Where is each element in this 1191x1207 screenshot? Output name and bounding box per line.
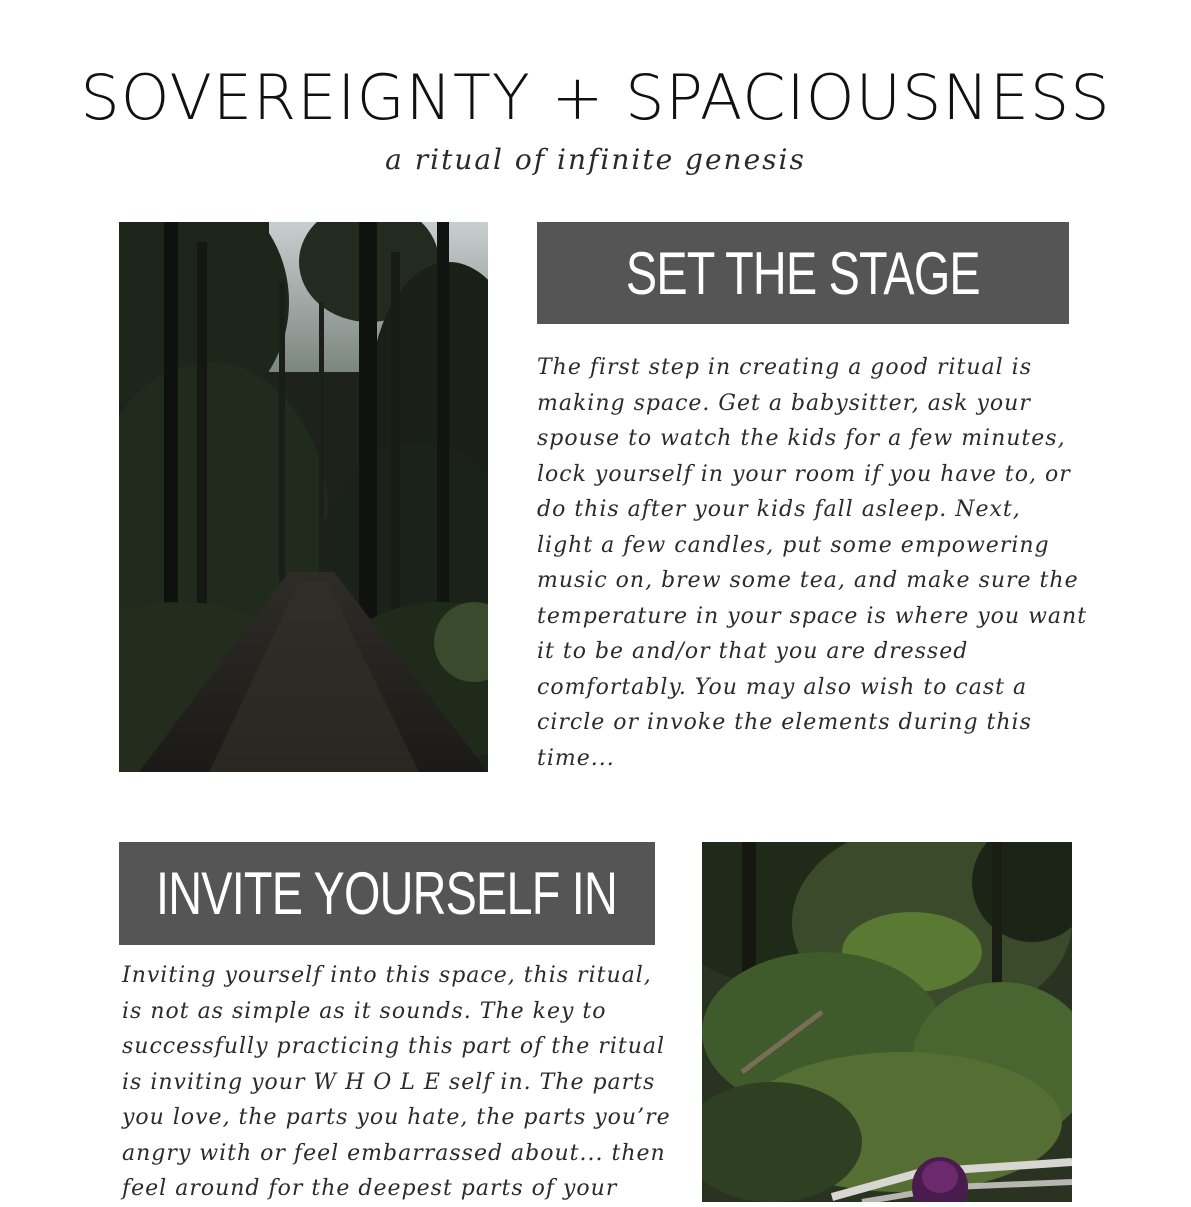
invite-yourself-in-label: INVITE YOURSELF IN [156,860,618,927]
set-the-stage-heading [537,222,1069,324]
set-the-stage-body: The first step in creating a good ritual is making space. Get a babysitter, ask your spouse to watch the kids for a few minutes, lock yourself in your room if you have to, or do this after your kids fall asleep. Next, light a few candles, put some empowering music on, brew some tea, and make sure the temperature in your space is where you want it to be and/or that you are dressed comfortably. You may also wish to cast a circle or invoke the elements during this time... [537,355,1088,771]
page-title: SOVEREIGNTY + SPACIOUSNESS [80,61,1111,134]
forest-stairs-photo [702,842,1072,1202]
forest-path-photo [119,222,488,772]
invite-yourself-in-body: Inviting yourself into this space, this ritual, is not as simple as it sounds. The key to successfully practicing this part of the ritual is inviting your W H O L E self in. The parts you love, the parts you hate, the parts you’re angry with or feel embarrassed about... then feel around for the deepest parts of your [122,963,671,1201]
page-subtitle: a ritual of infinite genesis [385,143,806,176]
invite-yourself-in-heading [119,842,655,945]
set-the-stage-label: SET THE STAGE [626,239,980,307]
